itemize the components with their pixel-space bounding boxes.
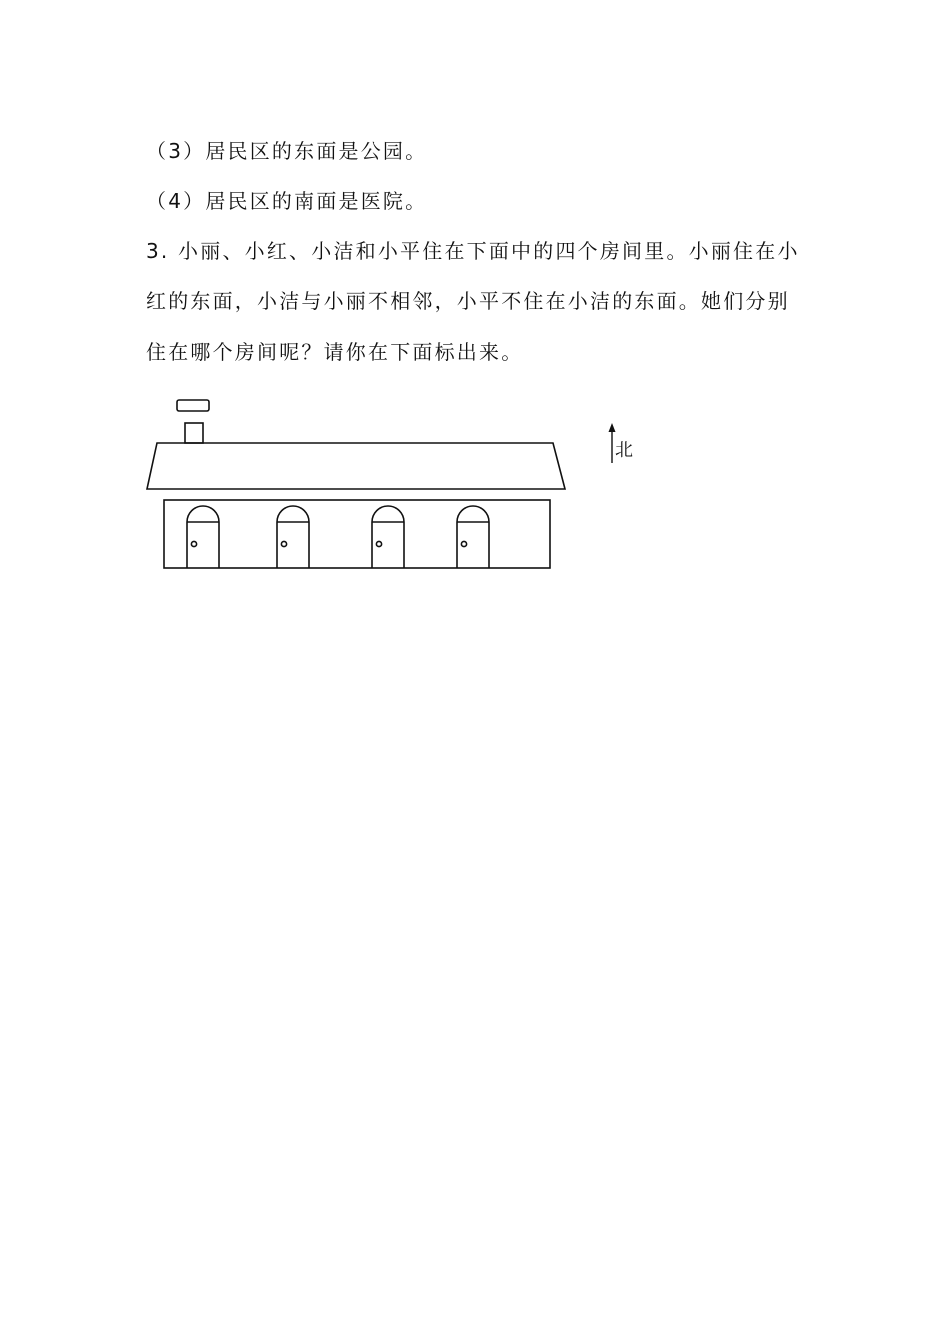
north-label: 北 xyxy=(615,440,633,461)
chimney xyxy=(185,423,203,443)
building-body xyxy=(164,500,550,568)
room-door-2 xyxy=(277,506,309,568)
house-figure xyxy=(140,390,660,580)
item-3-text: （3）居民区的东面是公园。 xyxy=(146,139,428,163)
room-door-4 xyxy=(457,506,489,568)
item-4-text: （4）居民区的南面是医院。 xyxy=(146,189,428,213)
roof xyxy=(147,443,565,489)
chimney-cap xyxy=(177,400,209,411)
question-3-line-3: 住在哪个房间呢？请你在下面标出来。 xyxy=(146,340,524,364)
room-door-3 xyxy=(372,506,404,568)
house-icon xyxy=(147,400,565,568)
room-door-1 xyxy=(187,506,219,568)
question-3-line-2: 红的东面，小洁与小丽不相邻，小平不住在小洁的东面。她们分别 xyxy=(146,289,790,313)
question-3-line-1: 3. 小丽、小红、小洁和小平住在下面中的四个房间里。小丽住在小 xyxy=(146,239,800,263)
